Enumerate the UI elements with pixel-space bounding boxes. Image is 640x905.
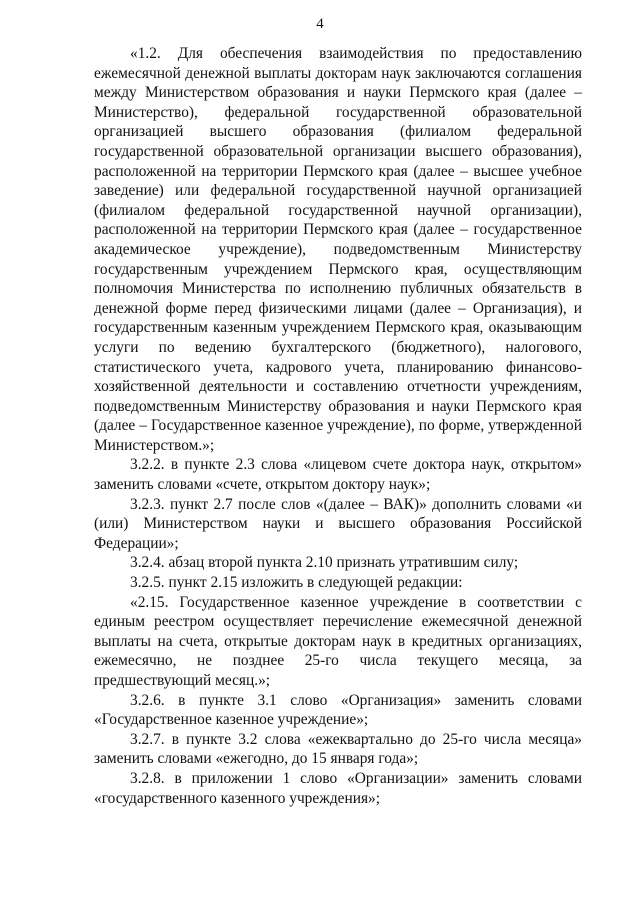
paragraph-3-2-7: 3.2.7. в пункте 3.2 слова «ежеквартально до 25-го числа месяца» заменить словами «ежегодно, до 15 января года»; xyxy=(94,730,582,768)
paragraph-3-2-2: 3.2.2. в пункте 2.3 слова «лицевом счете доктора наук, открытом» заменить словами «счете, открытом доктору наук»; xyxy=(94,456,582,494)
paragraph-3-2-6: 3.2.6. в пункте 3.1 слово «Организация» заменить словами «Государственное казенное учреждение»; xyxy=(94,691,582,729)
paragraph-1-2: «1.2. Для обеспечения взаимодействия по предоставлению ежемесячной денежной выплаты докторам наук заключаются соглашения между Министерством образования и науки Пермского края (далее – Министерство), федеральной государственной образовательной организацией высшего образования (филиалом федеральной государственной образовательной организации высшего образования), расположенной на территории Пермского края (далее – высшее учебное заведение) или федеральной государственной научной организацией (филиалом федеральной государственной научной организации), расположенной на территории Пермского края (далее – государственное академическое учреждение), подведомственным Министерству государственным учреждением Пермского края, осуществляющим полномочия Министерства по исполнению публичных обязательств в денежной форме перед физическими лицами (далее – Организация), и государственным казенным учреждением Пермского края, оказывающим услуги по ведению бухгалтерского (бюджетного), налогового, статистического учета, кадрового учета, планированию финансово-хозяйственной деятельности и составлению отчетности учреждениям, подведомственным Министерству образования и науки Пермского края (далее – Государственное казенное учреждение), по форме, утвержденной Министерством.»; xyxy=(94,45,582,454)
paragraph-3-2-4: 3.2.4. абзац второй пункта 2.10 признать утратившим силу; xyxy=(130,554,519,572)
document-body xyxy=(94,44,582,808)
page-number: 4 xyxy=(316,16,324,32)
paragraph-2-15: «2.15. Государственное казенное учреждение в соответствии с единым реестром осуществляет перечисление ежемесячной денежной выплаты на счета, открытые докторам наук в кредитных организациях, ежемесячно, не позднее 25-го числа текущего месяца, за предшествующий месяц.»; xyxy=(94,593,582,689)
paragraph-3-2-3: 3.2.3. пункт 2.7 после слов «(далее – ВАК)» дополнить словами «и (или) Министерством науки и высшего образования Российской Федерации»; xyxy=(94,495,582,552)
paragraph-3-2-5: 3.2.5. пункт 2.15 изложить в следующей редакции: xyxy=(130,574,463,592)
paragraph-3-2-8: 3.2.8. в приложении 1 слово «Организации» заменить словами «государственного казенного учреждения»; xyxy=(94,769,582,807)
